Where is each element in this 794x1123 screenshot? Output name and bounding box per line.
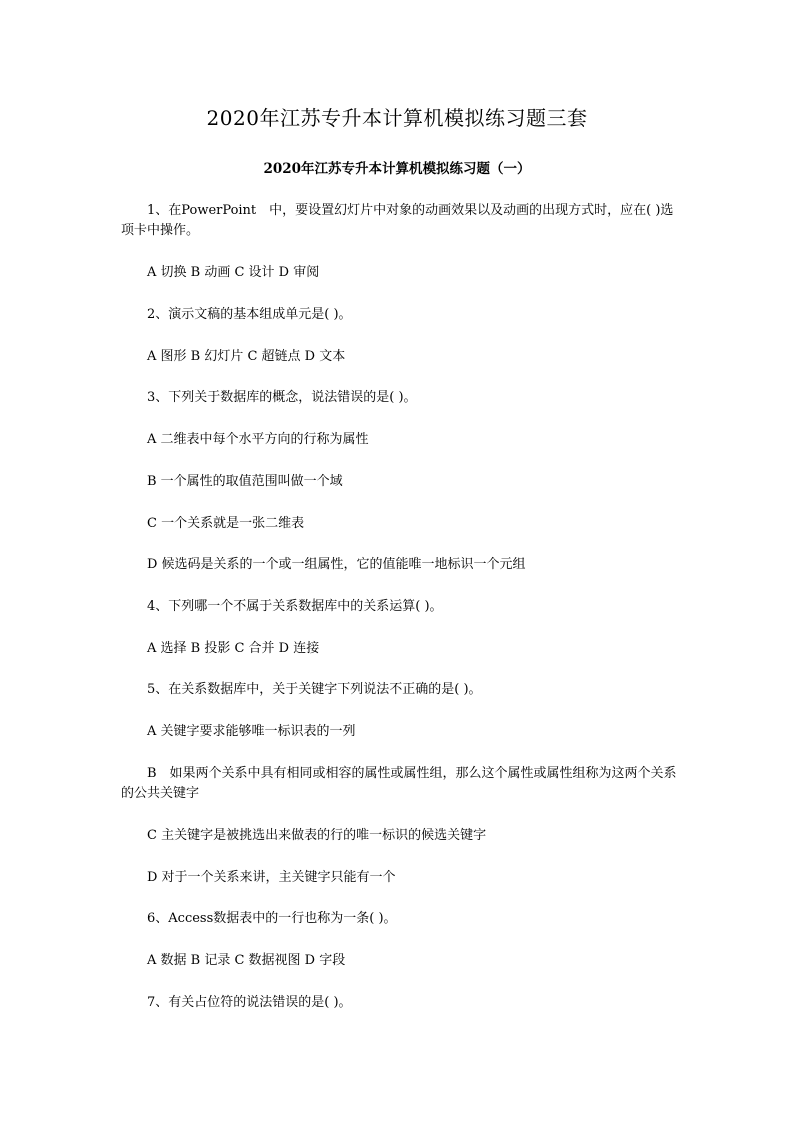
question-5-option-a: A 关键字要求能够唯一标识表的一列 [147,724,356,739]
question-3-option-c: C 一个关系就是一张二维表 [147,516,305,531]
section-title: 2020年江苏专升本计算机模拟练习题（一） [263,161,531,177]
question-2: 2、演示文稿的基本组成单元是( )。 [147,307,352,322]
question-6: 6、Access数据表中的一行也称为一条( )。 [147,911,397,926]
question-5-option-b: B 如果两个关系中具有相同或相容的属性或属性组，那么这个属性或属性组称为这两个关系的公共关键字 [121,766,677,801]
question-5-option-c: C 主关键字是被挑选出来做表的行的唯一标识的候选关键字 [147,828,487,843]
question-7: 7、有关占位符的说法错误的是( )。 [147,995,352,1010]
question-3-option-b: B 一个属性的取值范围叫做一个域 [147,474,343,489]
question-2-options: A 图形 B 幻灯片 C 超链点 D 文本 [147,349,346,364]
question-4: 4、下列哪一个不属于关系数据库中的关系运算( )。 [147,599,443,614]
question-3-option-a: A 二维表中每个水平方向的行称为属性 [147,432,369,447]
question-3: 3、下列关于数据库的概念，说法错误的是( )。 [147,390,417,405]
question-1: 1、在PowerPoint 中，要设置幻灯片中对象的动画效果以及动画的出现方式时，应在( )选项卡中操作。 [121,203,674,238]
question-3-option-d: D 候选码是关系的一个或一组属性，它的值能唯一地标识一个元组 [147,557,526,572]
question-5: 5、在关系数据库中，关于关键字下列说法不正确的是( )。 [147,682,482,697]
question-6-options: A 数据 B 记录 C 数据视图 D 字段 [147,953,346,968]
question-1-options: A 切换 B 动画 C 设计 D 审阅 [147,265,320,280]
question-5-option-d: D 对于一个关系来讲，主关键字只能有一个 [147,870,396,885]
question-4-options: A 选择 B 投影 C 合并 D 连接 [147,641,320,656]
document-title: 2020年江苏专升本计算机模拟练习题三套 [206,106,588,130]
